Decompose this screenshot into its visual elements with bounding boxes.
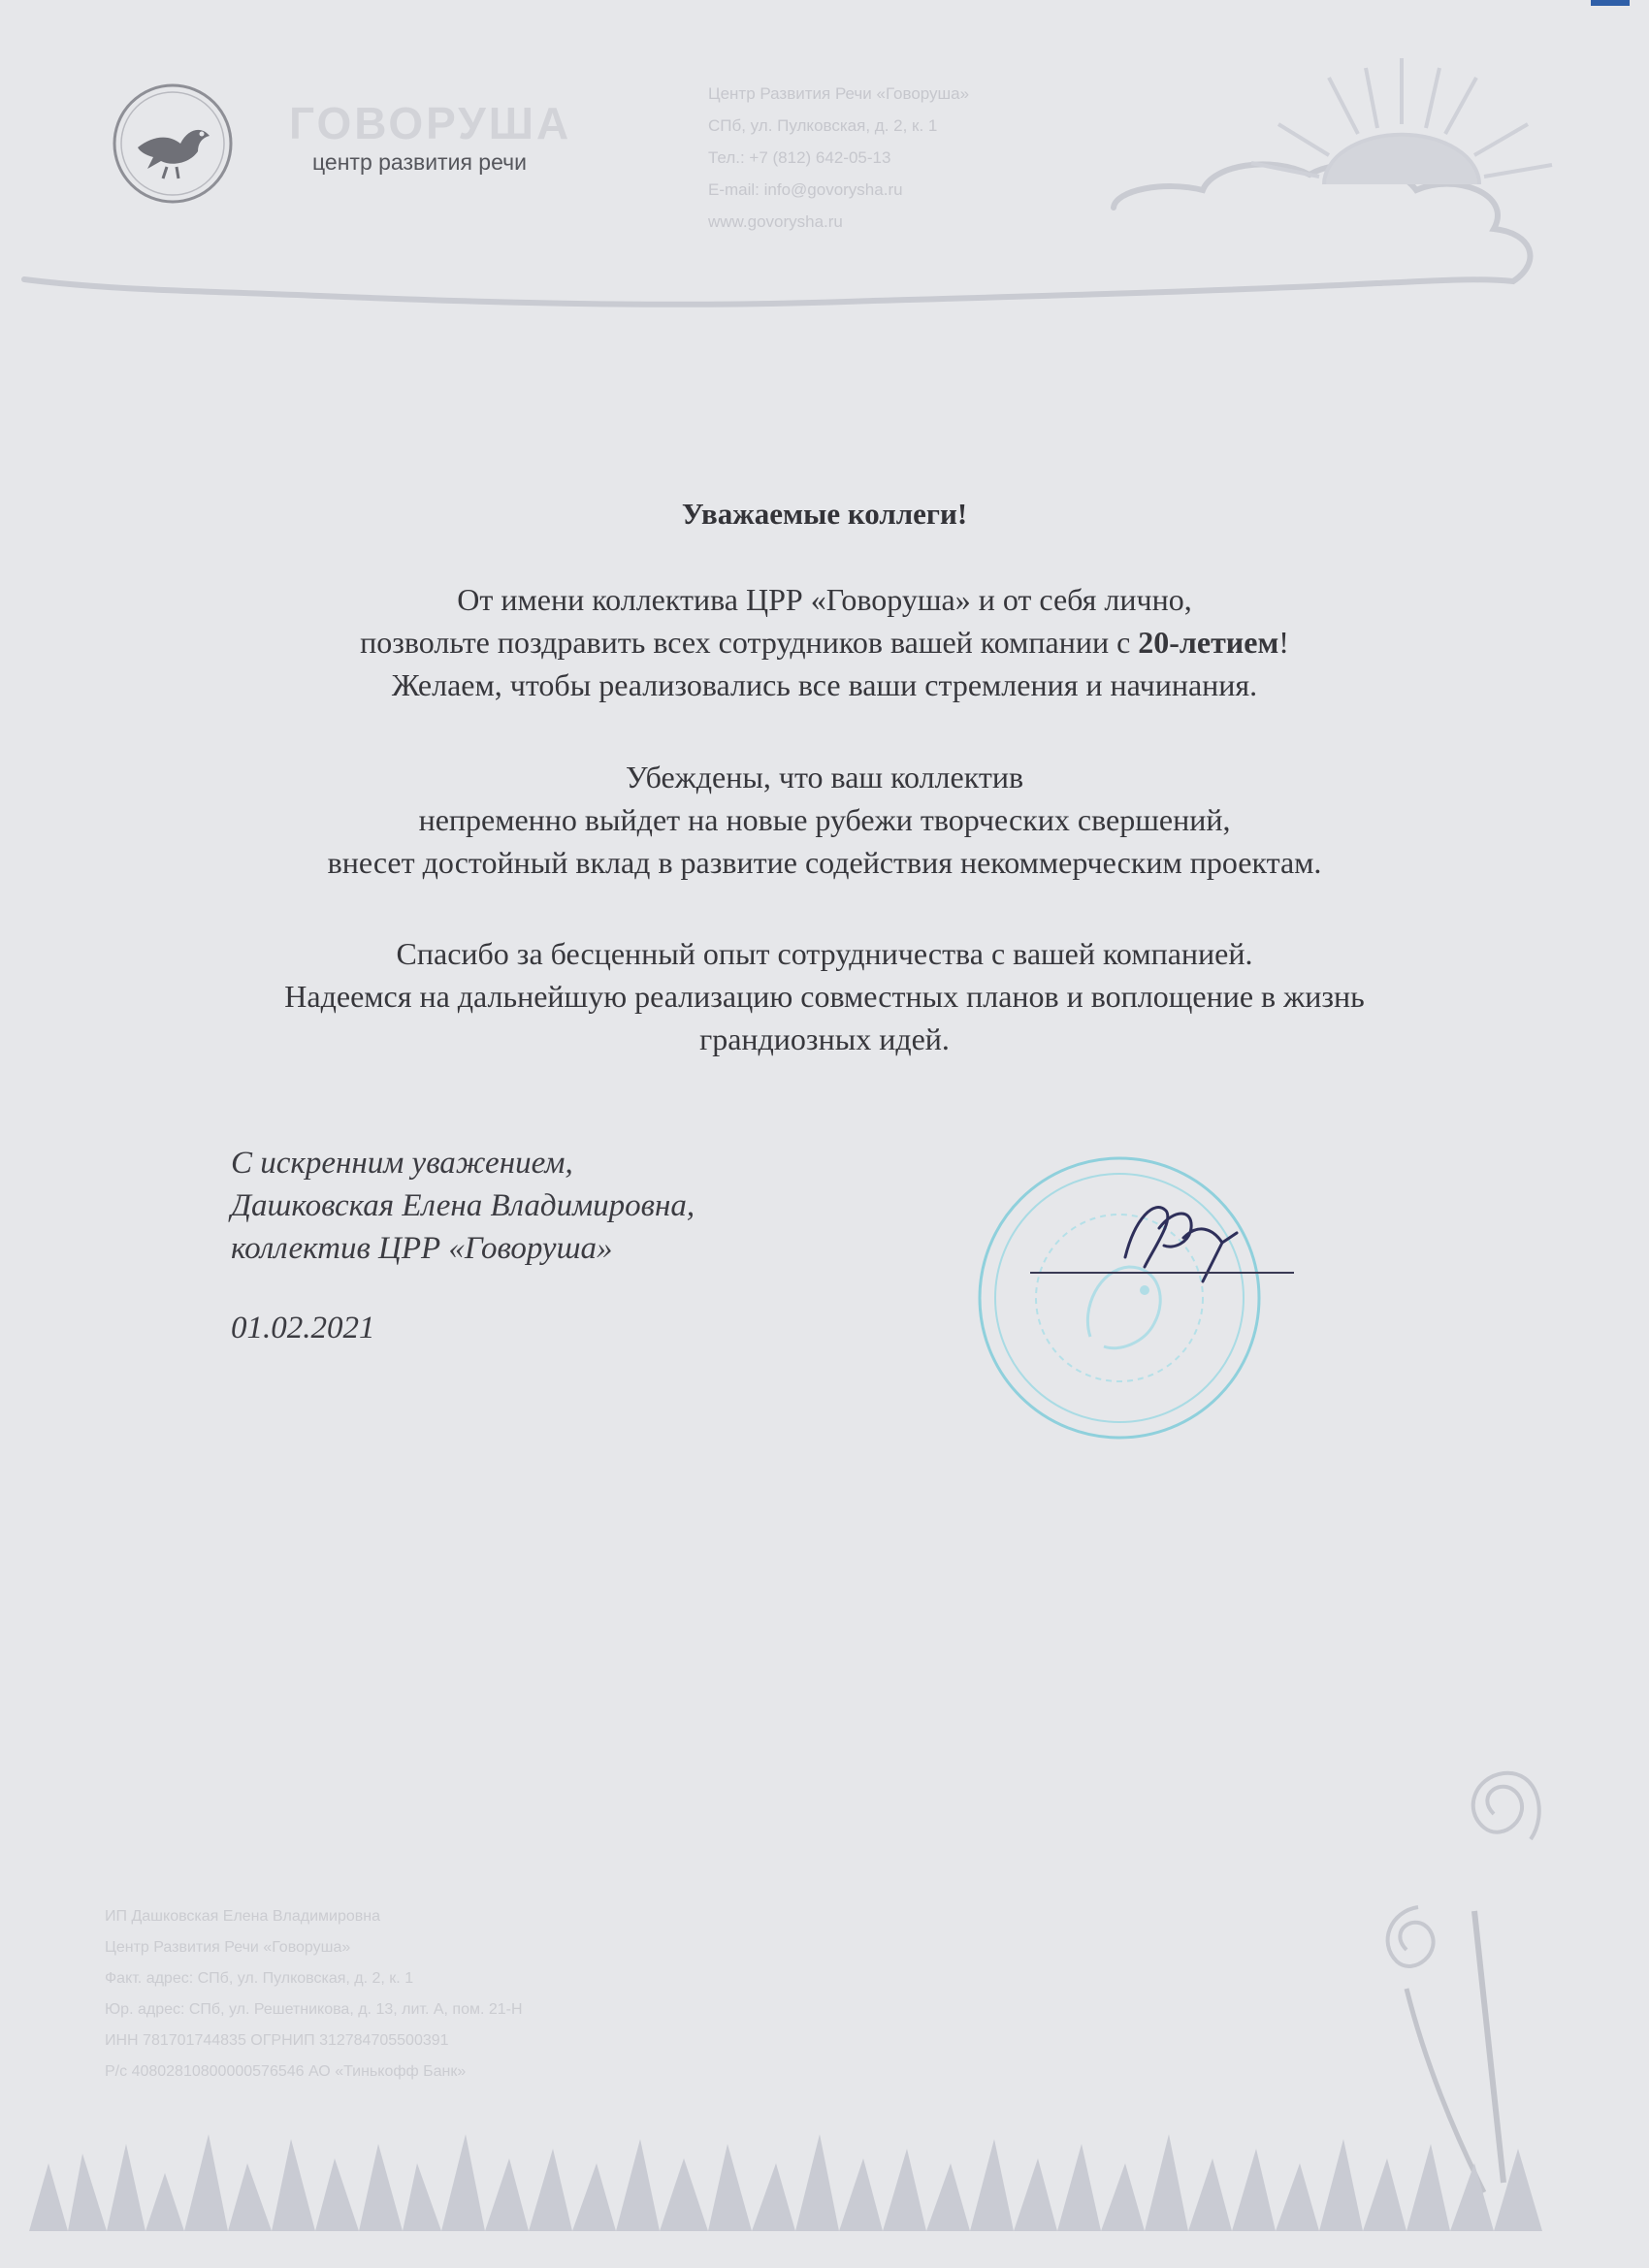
paragraph-line: непременно выйдет на новые рубежи творческих свершений,: [418, 802, 1231, 837]
contact-email: E-mail: info@govorysha.ru: [708, 180, 903, 199]
paragraph-wishes: [58, 756, 1591, 884]
letter-greeting: Уважаемые коллеги!: [681, 497, 968, 531]
paragraph-line: От имени коллектива ЦРР «Говоруша» и от себя лично,: [457, 582, 1192, 617]
footer-line: ИП Дашковская Елена Владимировна: [105, 1908, 381, 1925]
footer-line: Юр. адрес: СПб, ул. Решетникова, д. 13, лит. А, пом. 21-Н: [105, 2001, 523, 2018]
paragraph-congratulation: [58, 578, 1591, 706]
paragraph-line: внесет достойный вклад в развитие содействия некоммерческим проектам.: [327, 845, 1322, 880]
paragraph-line: грандиозных идей.: [699, 1021, 950, 1056]
signature-line: [1030, 1272, 1294, 1274]
paragraph-line: Надеемся на дальнейшую реализацию совместных планов и воплощение в жизнь: [284, 979, 1365, 1014]
footer-line: Центр Развития Речи «Говоруша»: [105, 1939, 351, 1956]
paragraph-line: Убеждены, что ваш коллектив: [625, 760, 1024, 794]
paragraph-line: [58, 621, 1591, 664]
paragraph-line: Спасибо за бесценный опыт сотрудничества с вашей компанией.: [396, 936, 1253, 971]
footer-line: Р/с 40802810800000576546 АО «Тинькофф Банк»: [105, 2063, 467, 2080]
paragraph-line: Желаем, чтобы реализовались все ваши стремления и начинания.: [391, 667, 1258, 702]
contact-address: СПб, ул. Пулковская, д. 2, к. 1: [708, 116, 938, 135]
closing-line: С искренним уважением,: [231, 1146, 573, 1181]
contact-website: www.govorysha.ru: [708, 212, 843, 231]
logo-wordmark: ГОВОРУША: [289, 98, 572, 148]
text-run: !: [1278, 625, 1289, 660]
logo-tagline: центр развития речи: [312, 149, 527, 175]
grass-icon: [29, 2105, 1542, 2231]
anniversary-emphasis: 20-летием: [1138, 625, 1279, 660]
contact-phone: Тел.: +7 (812) 642-05-13: [708, 148, 891, 167]
header-contacts: [708, 78, 969, 238]
signatory-name: Дашковская Елена Владимировна,: [231, 1188, 695, 1223]
parrot-logo-icon: [109, 80, 237, 208]
letter-closing: [231, 1142, 695, 1270]
signatory-org: коллектив ЦРР «Говоруша»: [231, 1231, 613, 1266]
sun-icon: [1251, 58, 1552, 184]
footer-line: Факт. адрес: СПб, ул. Пулковская, д. 2, к. 1: [105, 1970, 414, 1987]
text-run: позвольте поздравить всех сотрудников вашей компании с: [360, 625, 1139, 660]
footer-requisites: [105, 1901, 523, 2088]
paragraph-thanks: [58, 932, 1591, 1060]
scan-corner-tab: [1591, 0, 1630, 6]
footer-line: ИНН 781701744835 ОГРНИП 312784705500391: [105, 2032, 449, 2049]
contact-org: Центр Развития Речи «Говоруша»: [708, 84, 970, 103]
letter-date: 01.02.2021: [231, 1311, 375, 1345]
